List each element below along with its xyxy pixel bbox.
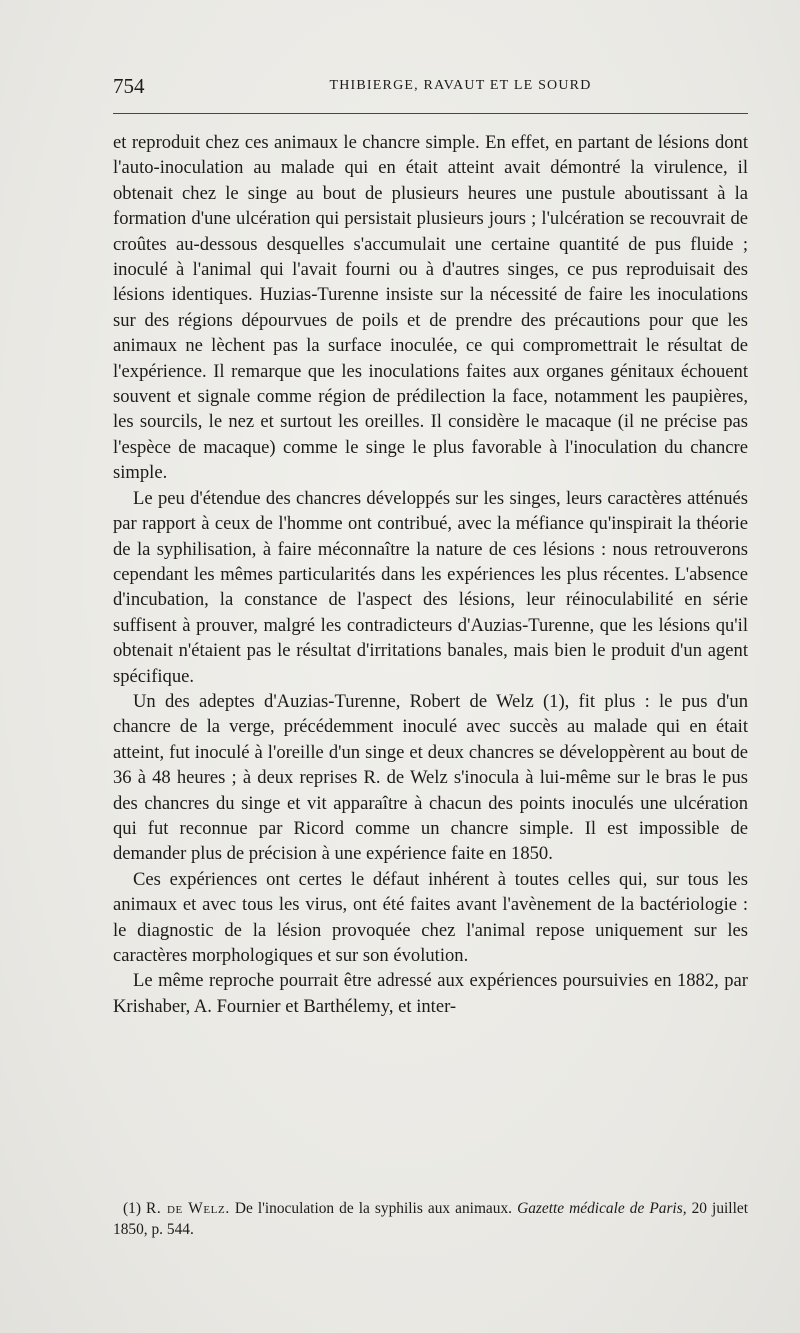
paragraph: Un des adeptes d'Auzias-Turenne, Robert de Welz (1), fit plus : le pus d'un chancre de la verge, précédemment inoculé avec succès au malade qui en était atteint, fut inoculé à l'oreille d'un singe et deux chancres se développèrent au bout de 36 à 48 heures ; à deux reprises R. de Welz s'inocula à lui-même sur le bras le pus des chancres du singe et vit apparaître à chacun des points inoculés une ulcération qui fut reconnue par Ricord comme un chancre simple. Il est impossible de demander plus de précision à une expérience faite en 1850. bbox=[113, 690, 748, 865]
footnote-author: R. de Welz. bbox=[146, 1200, 230, 1217]
footnote-title: De l'inoculation de la syphilis aux animaux. bbox=[234, 1200, 513, 1217]
footnote-date-pages: 20 juillet 1850, p. 544. bbox=[113, 1200, 748, 1238]
page-header bbox=[113, 74, 748, 102]
paragraph: Le même reproche pourrait être adressé aux expériences poursuivies en 1882, par Krishaber, A. Fournier et Barthélemy, et inter- bbox=[113, 970, 748, 1017]
page-number: 754 bbox=[113, 74, 145, 98]
paragraph: Le peu d'étendue des chancres développés sur les singes, leurs caractères atténués par rapport à ceux de l'homme ont contribué, avec la méfiance qu'inspirait la théorie de la syphilisation, à faire méconnaître la nature de ces lésions : nous retrouverons cependant les mêmes particularités dans les expériences les plus récentes. L'absence d'incubation, la constance de l'aspect des lésions, leur réinoculabilité en série suffisent à prouver, malgré les contradicteurs d'Auzias-Turenne, que les lésions qu'il obtenait n'étaient pas le résultat d'irritations banales, mais bien le produit d'un agent spécifique. bbox=[113, 487, 748, 687]
footnotes bbox=[113, 1198, 748, 1240]
footnote-1 bbox=[113, 1198, 748, 1240]
paragraph: Ces expériences ont certes le défaut inhérent à toutes celles qui, sur tous les animaux et avec tous les virus, ont été faites avant l'avènement de la bactériologie : le diagnostic de la lésion provoquée chez l'animal repose uniquement sur les caractères morphologiques et sur son évolution. bbox=[113, 868, 748, 966]
paragraph-continuation: et reproduit chez ces animaux le chancre simple. En effet, en partant de lésions dont l'auto-inoculation au malade qui en était atteint avait démontré la virulence, il obtenait chez le singe au bout de plusieurs heures une pustule aboutissant à la formation d'une ulcération qui persistait plusieurs jours ; l'ulcération se recouvrait de croûtes au-dessous desquelles s'accumulait une certaine quantité de pus fluide ; inoculé à l'animal qui l'avait fourni ou à d'autres singes, ce pus reproduisait des lésions identiques. Huzias-Turenne insiste sur la nécessité de faire les inoculations sur des régions dépourvues de poils et de prendre des précautions pour que les animaux ne lèchent pas la surface inoculée, ce qui compromettrait le résultat de l'expérience. Il remarque que les inoculations faites aux organes génitaux échouent souvent et signale comme région de prédilection la face, notamment les paupières, les sourcils, le nez et surtout les oreilles. Il considère le macaque (il ne précise pas l'espèce de macaque) comme le singe le plus favorable à l'inoculation du chancre simple. bbox=[113, 132, 748, 484]
body-text bbox=[113, 130, 748, 1019]
footnote-journal: Gazette médicale de Paris, bbox=[517, 1200, 687, 1217]
footnote-marker: (1) bbox=[123, 1200, 141, 1217]
header-rule bbox=[113, 113, 748, 114]
running-head: THIBIERGE, RAVAUT ET LE SOURD bbox=[329, 78, 592, 93]
